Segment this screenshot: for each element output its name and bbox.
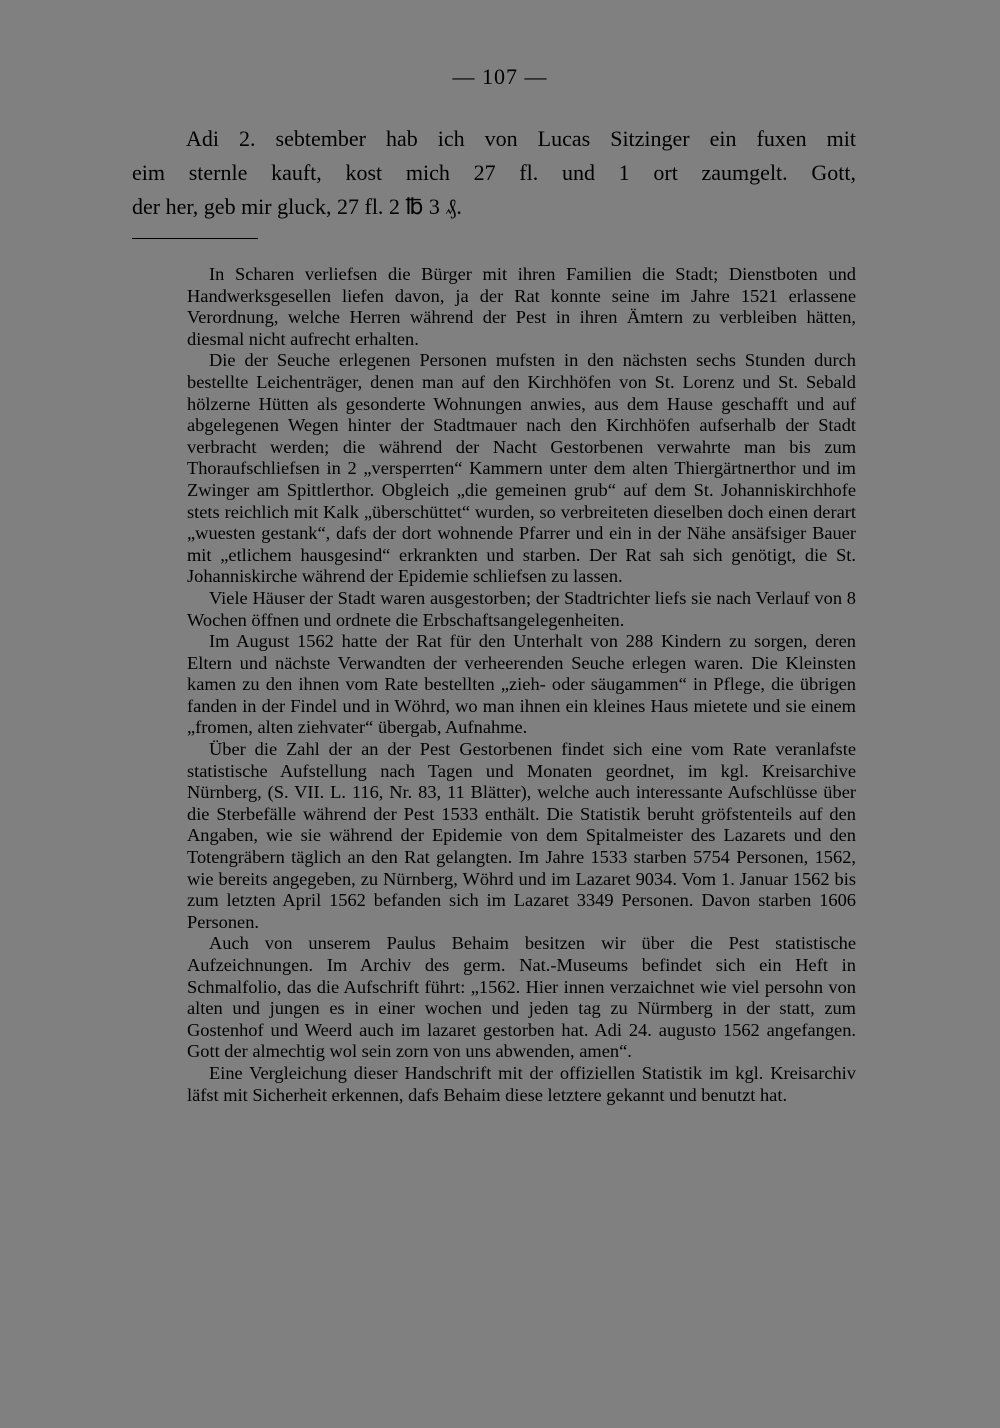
page-number: — 107 —: [452, 64, 548, 89]
paragraph: In Scharen verliefsen die Bürger mit ihren Familien die Stadt; Dienstboten und Handwerksgesellen liefen davon, ja der Rat konnte seine im Jahre 1521 erlassene Verordnung, welche Herren während der Pest in ihren Ämtern zu verbleiben hätten, diesmal nicht aufrecht erhalten.: [187, 264, 856, 349]
paragraph: Viele Häuser der Stadt waren ausgestorben; der Stadtrichter liefs sie nach Verlauf von 8 Wochen öffnen und ordnete die Erbschaftsangelegenheiten.: [187, 587, 856, 630]
paragraph: Im August 1562 hatte der Rat für den Unterhalt von 288 Kindern zu sorgen, deren Eltern und nächste Verwandten der verheerenden Seuche erlegen waren. Die Kleinsten kamen zu den ihnen vom Rate bestellten „zieh- oder säugammen“ in Pflege, die übrigen fanden in der Findel und in Wöhrd, wo man ihnen ein kleines Haus mietete und sie einem „fromen, alten ziehvater“ übergab, Aufnahme.: [187, 631, 856, 738]
diary-entry-line: eim sternle kauft, kost mich 27 fl. und 1 ort zaumgelt. Gott,: [132, 160, 856, 185]
paragraph: Die der Seuche erlegenen Personen mufsten in den nächsten sechs Stunden durch bestellte Leichenträger, denen man auf den Kirchhöfen von St. Lorenz und St. Sebald hölzerne Hütten als gesonderte Wohnungen anwies, aus dem Hause geschafft und auf abgelegenen Wegen hinter der Stadtmauer nach den Kirchhöfen aufserhalb der Stadt verbracht werden; die während der Nacht Gestorbenen verwahrte man bis zum Thoraufschliefsen in 2 „versperrten“ Kammern unter dem alten Thiergärtnerthor und im Zwinger am Spittlerthor. Obgleich „die gemeinen grub“ auf dem St. Johanniskirchhofe stets reichlich mit Kalk „überschüttet“ wurden, so verbreiteten dieselben doch einen derart „wuesten gestank“, dafs der dort wohnende Pfarrer und ein in der Nähe ansäfsiger Bauer mit „etlichem hausgesind“ erkrankten und starben. Der Rat sah sich genötigt, die St. Johanniskirche während der Epidemie schliefsen zu lassen.: [187, 350, 856, 587]
diary-entry-line: der her, geb mir gluck, 27 fl. 2 ℔ 3 ₰.: [132, 194, 462, 219]
paragraph: Über die Zahl der an der Pest Gestorbenen findet sich eine vom Rate veranlafste statistische Aufstellung nach Tagen und Monaten geordnet, im kgl. Kreisarchive Nürnberg, (S. VII. L. 116, Nr. 83, 11 Blätter), welche auch interessante Aufschlüsse über die Sterbefälle während der Pest 1533 enthält. Die Statistik beruht gröfstenteils auf den Angaben, wie sie während der Epidemie von dem Spitalmeister des Lazarets und den Totengräbern täglich an den Rat gelangten. Im Jahre 1533 starben 5754 Personen, 1562, wie bereits angegeben, zu Nürnberg, Wöhrd und im Lazaret 9034. Vom 1. Januar 1562 bis zum letzten April 1562 befanden sich im Lazaret 3349 Personen. Davon starben 1606 Personen.: [187, 739, 856, 932]
paragraph: Eine Vergleichung dieser Handschrift mit der offiziellen Statistik im kgl. Kreisarchiv läfst mit Sicherheit erkennen, dafs Behaim diese letztere gekannt und benutzt hat.: [187, 1062, 856, 1105]
diary-entry-text: [132, 122, 856, 224]
diary-entry: [132, 122, 856, 224]
main-text: [187, 264, 856, 1106]
diary-entry-line: Adi 2. sebtember hab ich von Lucas Sitzinger ein fuxen mit: [186, 126, 856, 151]
section-divider: [132, 238, 258, 239]
paragraph: Auch von unserem Paulus Behaim besitzen wir über die Pest statistische Aufzeichnungen. Im Archiv des germ. Nat.-Museums befindet sich ein Heft in Schmalfolio, das die Aufschrift führt: „1562. Hier innen verzaichnet wie viel persohn von alten und jungen es in einer wochen und jeden tag zu Nürmberg in der statt, zum Gostenhof und Weerd auch im lazaret gestorben hat. Adi 24. augusto 1562 angefangen. Gott der almechtig wol sein zorn von uns abwenden, amen“.: [187, 933, 856, 1062]
